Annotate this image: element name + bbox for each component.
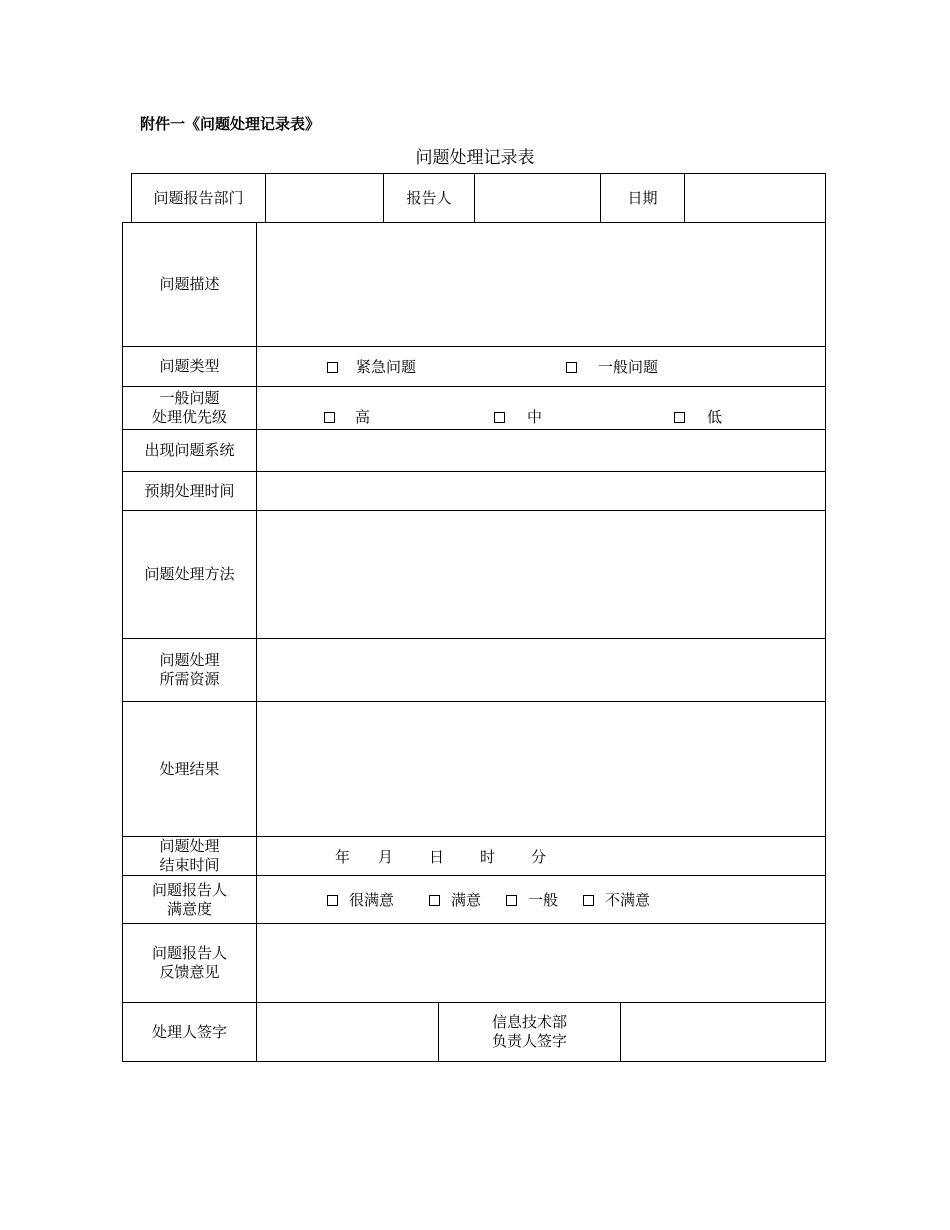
method-field[interactable] (257, 511, 825, 638)
end-time-hour-unit: 时 (480, 848, 496, 866)
type-option-general[interactable] (566, 358, 658, 377)
priority-label (123, 387, 256, 429)
date-field[interactable] (685, 174, 825, 222)
reporter-field[interactable] (475, 174, 600, 222)
feedback-label (123, 924, 256, 1002)
checkbox-icon (429, 895, 440, 906)
checkbox-icon (674, 412, 685, 423)
end-time-label-line1: 问题处理 (159, 837, 220, 855)
priority-option-low[interactable] (674, 408, 722, 427)
result-field[interactable] (257, 702, 825, 836)
type-option-label: 紧急问题 (356, 358, 417, 376)
priority-label-line1: 一般问题 (159, 389, 220, 407)
priority-option-label: 高 (355, 408, 371, 426)
checkbox-icon (506, 895, 517, 906)
reporter-label: 报告人 (406, 188, 452, 207)
satisfaction-option-dissatisfied[interactable] (583, 891, 650, 910)
date-label: 日期 (627, 188, 658, 207)
feedback-label-line2: 反馈意见 (159, 963, 220, 981)
resources-label-line1: 问题处理 (159, 651, 220, 669)
end-time-day-unit: 日 (429, 848, 445, 866)
description-label: 问题描述 (159, 275, 220, 293)
end-time-year-unit: 年 (335, 848, 351, 866)
resources-label-line2: 所需资源 (159, 670, 220, 688)
satisfaction-label-line2: 满意度 (166, 899, 212, 918)
priority-option-medium[interactable] (494, 408, 542, 427)
form-title: 问题处理记录表 (415, 148, 535, 168)
system-field[interactable] (257, 430, 825, 471)
it-sign-label-line1: 信息技术部 (491, 1013, 567, 1031)
feedback-field[interactable] (257, 924, 825, 1002)
satisfaction-label (123, 876, 256, 923)
method-label: 问题处理方法 (144, 565, 235, 583)
satisfaction-option-label: 不满意 (605, 891, 651, 909)
feedback-label-line1: 问题报告人 (151, 944, 227, 962)
checkbox-icon (327, 362, 338, 373)
satisfaction-option-label: 一般 (528, 891, 559, 909)
checkbox-icon (566, 362, 577, 373)
satisfaction-option-satisfied[interactable] (429, 891, 481, 910)
priority-option-high[interactable] (324, 408, 370, 427)
satisfaction-option-average[interactable] (506, 891, 558, 910)
resources-label (123, 639, 256, 701)
it-sign-field[interactable] (621, 1003, 825, 1061)
attachment-heading: 附件一《问题处理记录表》 (140, 115, 321, 133)
checkbox-icon (494, 412, 505, 423)
it-sign-label (439, 1003, 620, 1061)
handler-sign-label: 处理人签字 (151, 1022, 227, 1041)
type-option-label: 一般问题 (598, 358, 659, 376)
checkbox-icon (324, 412, 335, 423)
type-label: 问题类型 (159, 357, 220, 375)
dept-field[interactable] (266, 174, 383, 222)
expected-time-field[interactable] (257, 472, 825, 510)
expected-time-label: 预期处理时间 (144, 481, 235, 500)
dept-label: 问题报告部门 (153, 188, 244, 207)
end-time-label-line2: 结束时间 (159, 856, 220, 874)
checkbox-icon (583, 895, 594, 906)
handler-sign-field[interactable] (257, 1003, 438, 1061)
type-option-urgent[interactable] (327, 358, 416, 377)
resources-field[interactable] (257, 639, 825, 701)
end-time-label (123, 837, 256, 875)
end-time-minute-unit: 分 (531, 848, 547, 866)
satisfaction-label-line1: 问题报告人 (151, 880, 227, 899)
checkbox-icon (327, 895, 338, 906)
satisfaction-option-label: 很满意 (349, 891, 395, 909)
satisfaction-option-label: 满意 (451, 891, 482, 909)
priority-option-label: 中 (527, 408, 543, 426)
end-time-month-unit: 月 (378, 848, 394, 866)
it-sign-label-line2: 负责人签字 (491, 1032, 567, 1050)
system-label: 出现问题系统 (144, 441, 235, 459)
satisfaction-option-very-satisfied[interactable] (327, 891, 394, 910)
result-label: 处理结果 (159, 759, 220, 778)
description-field[interactable] (257, 223, 825, 346)
priority-label-line2: 处理优先级 (151, 408, 227, 426)
priority-option-label: 低 (707, 408, 723, 426)
